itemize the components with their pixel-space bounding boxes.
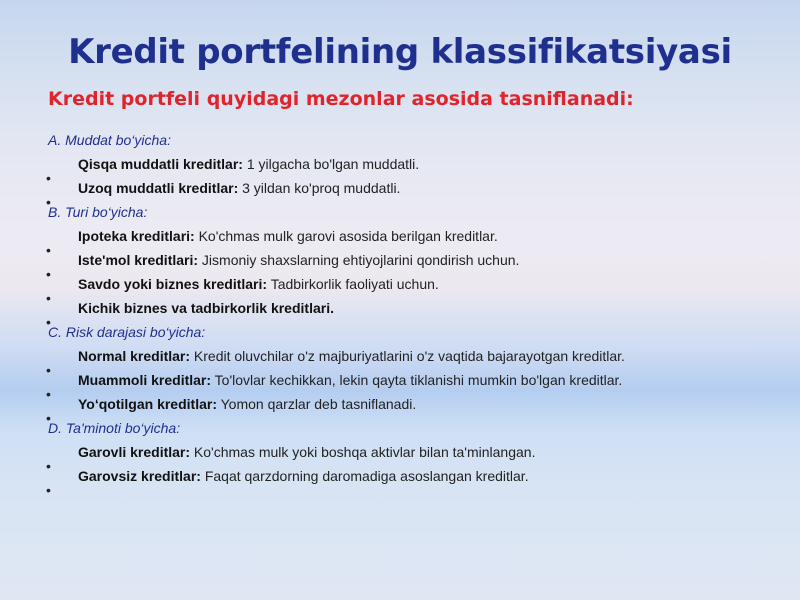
list-item: [48, 176, 768, 200]
bullet-icon: •: [46, 410, 51, 426]
item-term: Savdo yoki biznes kreditlari:: [78, 276, 268, 292]
item-desc: Ko'chmas mulk yoki boshqa aktivlar bilan ta'minlangan.: [190, 444, 536, 460]
bullet-icon: •: [46, 458, 51, 474]
bullet-icon: •: [46, 242, 51, 258]
item-desc: To'lovlar kechikkan, lekin qayta tiklanishi mumkin bo'lgan kreditlar.: [211, 372, 623, 388]
item-term: Uzoq muddatli kreditlar:: [78, 180, 239, 196]
list-item: [48, 224, 768, 248]
list-item: [48, 464, 768, 488]
item-desc: Faqat qarzdorning daromadiga asoslangan kreditlar.: [200, 468, 529, 484]
section-risk: [46, 320, 768, 426]
section-items: [46, 152, 768, 210]
section-heading: B. Turi bo‘yicha:: [48, 204, 148, 220]
slide-title: Kredit portfelining klassifikatsiyasi: [68, 32, 732, 72]
section-items: [46, 224, 768, 330]
item-term: Ipoteka kreditlari:: [78, 228, 195, 244]
item-desc: Kredit oluvchilar o'z majburiyatlarini o'z vaqtida bajarayotgan kreditlar.: [190, 348, 625, 364]
section-heading: D. Ta'minoti bo‘yicha:: [48, 420, 181, 436]
item-desc: Jismoniy shaxslarning ehtiyojlarini qondirish uchun.: [198, 252, 520, 268]
bullet-icon: •: [46, 362, 51, 378]
item-term: Iste'mol kreditlari:: [78, 252, 199, 268]
item-term: Muammoli kreditlar:: [78, 372, 212, 388]
item-desc: Tadbirkorlik faoliyati uchun.: [267, 276, 439, 292]
list-item: [48, 152, 768, 176]
bullet-icon: •: [46, 386, 51, 402]
bullet-icon: •: [46, 266, 51, 282]
item-term: Kichik biznes va tadbirkorlik kreditlari.: [78, 300, 334, 316]
bullet-icon: •: [46, 290, 51, 306]
item-desc: Yomon qarzlar deb tasniflanadi.: [216, 396, 417, 412]
item-desc: 1 yilgacha bo'lgan muddatli.: [242, 156, 420, 172]
item-term: Garovsiz kreditlar:: [78, 468, 201, 484]
section-turi: [46, 200, 768, 330]
bullet-icon: •: [46, 482, 51, 498]
item-term: Normal kreditlar:: [78, 348, 191, 364]
bullet-icon: •: [46, 314, 51, 330]
list-item: [48, 392, 768, 416]
list-item: [48, 368, 768, 392]
list-item: [48, 248, 768, 272]
list-item: [48, 440, 768, 464]
section-muddat: [46, 128, 768, 210]
item-term: Qisqa muddatli kreditlar:: [78, 156, 243, 172]
list-item: [48, 344, 768, 368]
item-term: Garovli kreditlar:: [78, 444, 191, 460]
section-heading: A. Muddat bo‘yicha:: [48, 132, 171, 148]
item-desc: Ko'chmas mulk garovi asosida berilgan kreditlar.: [194, 228, 498, 244]
item-term: Yo‘qotilgan kreditlar:: [78, 396, 217, 412]
slide-content: [46, 128, 768, 498]
list-item: [48, 272, 768, 296]
section-heading: C. Risk darajasi bo‘yicha:: [48, 324, 206, 340]
item-desc: 3 yildan ko'proq muddatli.: [238, 180, 401, 196]
section-items: [46, 440, 768, 498]
list-item: [48, 296, 768, 320]
slide-subtitle: Kredit portfeli quyidagi mezonlar asosida tasniflanadi:: [48, 88, 634, 110]
section-items: [46, 344, 768, 426]
bullet-icon: •: [46, 194, 51, 210]
section-taminoti: [46, 416, 768, 498]
bullet-icon: •: [46, 170, 51, 186]
